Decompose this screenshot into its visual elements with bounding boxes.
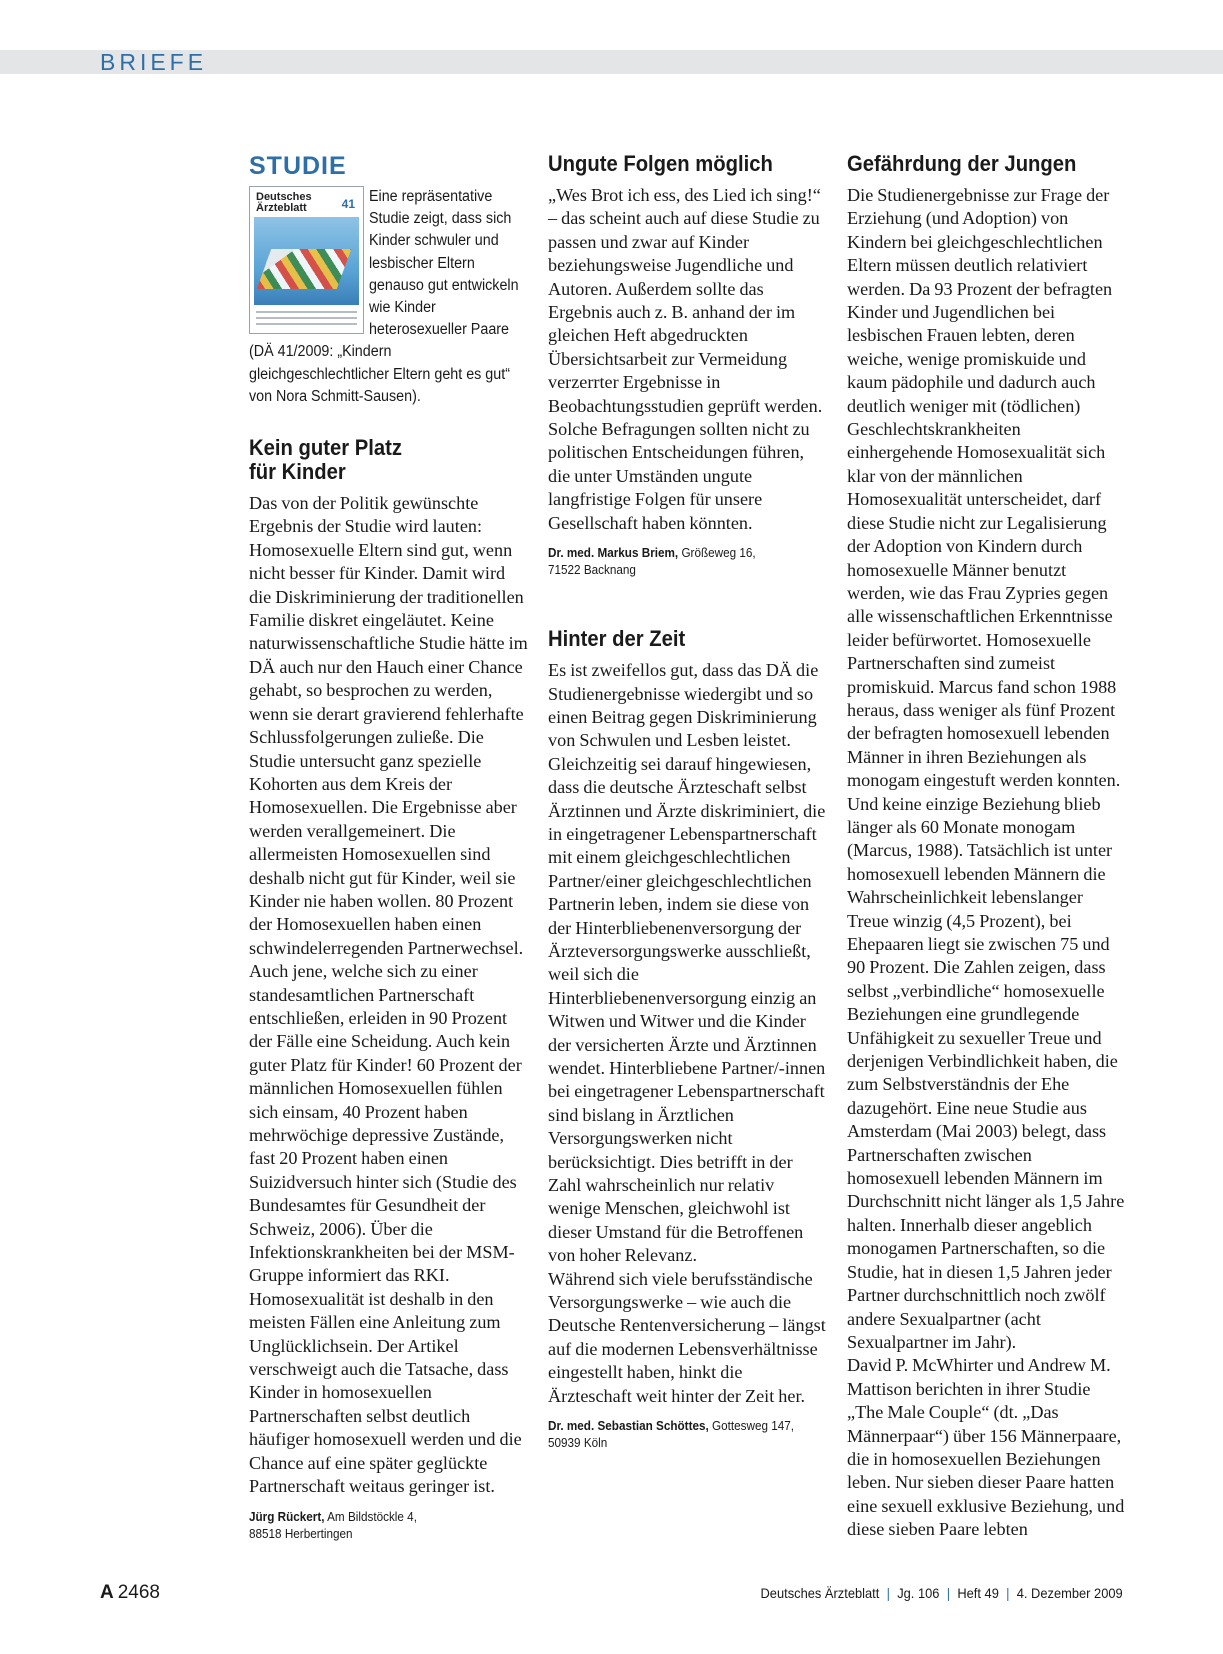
journal-name: Deutsches Ärzteblatt: [760, 1585, 880, 1601]
section-label: BRIEFE: [100, 49, 208, 75]
letter-paragraph-1: Es ist zweifellos gut, dass das DÄ die Studienergebnisse wiedergibt und so einen Beitrag gegen Diskriminierung von Schwulen und Lesben leistet.: [548, 660, 819, 751]
signature-rueckert: Jürg Rückert, Am Bildstöckle 4, 88518 Herbertingen: [249, 1509, 417, 1541]
cover-issue-number: 41: [341, 197, 355, 211]
journal-footer: [761, 1585, 1123, 1601]
issue-date: 4. Dezember 2009: [1017, 1585, 1123, 1601]
separator: |: [1006, 1585, 1010, 1601]
volume: Jg. 106: [897, 1585, 940, 1601]
signature-briem: Dr. med. Markus Briem, Größeweg 16, 71522 Backnang: [548, 546, 756, 578]
signature-schoettes: Dr. med. Sebastian Schöttes, Gottesweg 147, 50939 Köln: [548, 1419, 795, 1451]
letter-heading-kein-guter-platz: Kein guter Platz für Kinder: [249, 435, 402, 485]
letter-body-rueckert: Das von der Politik gewünschte Ergebnis der Studie wird lauten: Homosexuelle Eltern sind gut, wenn nicht besser für Kinder. Damit wird die Diskriminierung der traditionellen Familie diskret eingeläutet. Keine naturwissenschaftliche Studie hätte im DÄ auch nur den Hauch einer Chance gehabt, so besprochen zu werden, wenn sie derart gravierend fehlerhafte Schlussfolgerungen zuließe. Die Studie untersucht ganz spezielle Kohorten aus dem Kreis der Homosexuellen. Die Ergebnisse aber werden verallgemeinert. Die allermeisten Homosexuellen sind deshalb nicht gut für Kinder, weil sie Kinder nie haben wollen. 80 Prozent der Homosexuellen haben einen schwindelerregenden Partnerwechsel. Auch jene, welche sich zu einer standesamtlichen Partnerschaft entschließen, erleiden in 90 Prozent der Fälle eine Scheidung. Auch kein guter Platz für Kinder! 60 Prozent der männlichen Homosexuellen fühlen sich einsam, 40 Prozent haben mehrwöchige depressive Zustände, fast 20 Prozent haben einen Suizidversuch hinter sich (Studie des Bundesamtes für Gesundheit der Schweiz, 2006). Über die Infektionskrankheiten bei der MSM-Gruppe informiert das RKI. Homosexualität ist deshalb in den meisten Fällen eine Anleitung zum Unglücklichsein. Der Artikel verschweigt auch die Tatsache, dass Kinder in homosexuellen Partnerschaften selbst deutlich häufiger homosexuell werden und die Chance auf eine später geglückte Partnerschaft weitaus geringer ist.: [249, 493, 528, 1497]
separator: |: [886, 1585, 891, 1601]
letter-paragraph-2: Gleichzeitig sei darauf hingewiesen, dass die deutsche Ärzteschaft selbst Ärztinnen und Ärzte diskriminiert, die in eingetragener Lebenspartnerschaft mit einem gleichgeschlechtlichen Partner/einer gleichgeschlechtlichen Partnerin leben, indem sie diese von der Hinterbliebenenversorgung der Ärzteversorgungswerke ausschließt, weil sich die Hinterbliebenenversorgung einzig an Witwen und Witwer und die Kinder der versicherten Ärzte und Ärztinnen wendet. Hinterbliebene Partner/-innen bei eingetragener Lebenspartnerschaft sind bislang in Ärztlichen Versorgungswerken nicht berücksichtigt. Dies betrifft in der Zahl wahrscheinlich nur relativ wenige Menschen, gleichwohl ist dieser Umstand für die Betroffenen von hoher Relevanz.: [548, 753, 826, 1266]
cover-title: Deutsches Ärzteblatt: [256, 191, 312, 214]
column-2: [548, 152, 828, 1452]
letter-heading-ungute-folgen: Ungute Folgen möglich: [548, 151, 773, 176]
page-number: A 2468: [100, 1582, 161, 1603]
separator: |: [947, 1585, 951, 1601]
letter-paragraph-1: Die Studienergebnisse zur Frage der Erziehung (und Adoption) von Kindern bei gleichgeschlechtlichen Eltern müssen deutlich relativiert werden. Da 93 Prozent der befragten Kinder und Jugendlichen bei lesbischen Frauen lebten, deren weiche, wenige promiskuide und kaum pädophile und dadurch auch deutlich weniger mit (tödlichen) Geschlechtskrankheiten einhergehende Homosexualität sich klar von der männlichen Homosexualität unterscheidet, darf diese Studie nicht zur Legalisierung der Adoption von Kindern durch homosexuelle Männer benutzt werden, wie das Frau Zypries gegen alle wissenschaftlichen Erkenntnisse leider befürwortet. Homosexuelle Partnerschaften sind zumeist promiskuid. Marcus fand schon 1988 heraus, dass weniger als fünf Prozent der befragten homosexuell lebenden Männer in ihren Beziehungen als monogam eingestuft werden konnten. Und keine einzige Beziehung blieb länger als 60 Monate monogam (Marcus, 1988). Tatsächlich ist unter homosexuell lebenden Männern die Wahrscheinlichkeit lebenslanger Treue winzig (4,5 Prozent), bei Ehepaaren liegt sie zwischen 75 und 90 Prozent. Die Zahlen zeigen, dass selbst „verbindliche“ homosexuelle Beziehungen eine grundlegende Unfähigkeit zu sexueller Treue und derjenigen Verbindlichkeit haben, die zum Selbstverständnis der Ehe dazugehört. Eine neue Studie aus Amsterdam (Mai 2003) belegt, dass Partnerschaften zwischen homosexuell lebenden Männern im Durchschnitt nicht länger als 1,5 Jahre halten. Innerhalb dieser angeblich monogamen Partnerschaften, so die Studie, hat in diesen 1,5 Jahren jeder Partner durchschnittlich noch zwölf andere Sexualpartner (acht Sexualpartner im Jahr).: [847, 185, 1125, 1352]
letter-heading-gefaehrdung: Gefährdung der Jungen: [847, 151, 1077, 176]
letter-paragraph-2: David P. McWhirter und Andrew M. Mattison berichten in ihrer Studie „The Male Couple“ (dt. „Das Männerpaar“) über 156 Männerpaare, die in homosexuellen Beziehungen leben. Nur sieben dieser Paare hatten eine sexuell exklusive Beziehung, und diese sieben Paare lebten: [847, 1355, 1125, 1540]
issue: Heft 49: [957, 1585, 1000, 1601]
column-3: [847, 152, 1127, 1542]
kicker-studie: STUDIE: [249, 152, 347, 180]
intro-text: Eine repräsentative Studie zeigt, dass sich Kinder schwuler und lesbischer Eltern genauso gut entwickeln wie Kinder heterosexueller Paare (DÄ 41/2009: „Kindern gleichgeschlechtlicher Eltern geht es gut“ von Nora Schmitt-Sausen).: [249, 188, 519, 405]
column-1: [249, 152, 529, 1543]
intro-block: [249, 186, 529, 408]
letter-heading-hinter-der-zeit: Hinter der Zeit: [548, 626, 686, 652]
letter-paragraph-3: Während sich viele berufsständische Versorgungswerke – wie auch die Deutsche Rentenversicherung – längst auf die modernen Lebensverhältnisse eingestellt haben, hinkt die Ärzteschaft weit hinter der Zeit her.: [548, 1268, 826, 1406]
letter-body-briem: „Wes Brot ich ess, des Lied ich sing!“ – das scheint auch auf diese Studie zu passen und zwar auf Kinder beziehungsweise Jugendliche und Autoren. Außerdem sollte das Ergebnis auch z. B. anhand der im gleichen Heft abgedruckten Übersichtsarbeit zur Vermeidung verzerrter Ergebnisse in Beobachtungsstudien geprüft werden. Solche Befragungen sollten nicht zu politischen Entscheidungen führen, die unter Umständen ungute langfristige Folgen für unsere Gesellschaft haben könnten.: [548, 185, 823, 533]
